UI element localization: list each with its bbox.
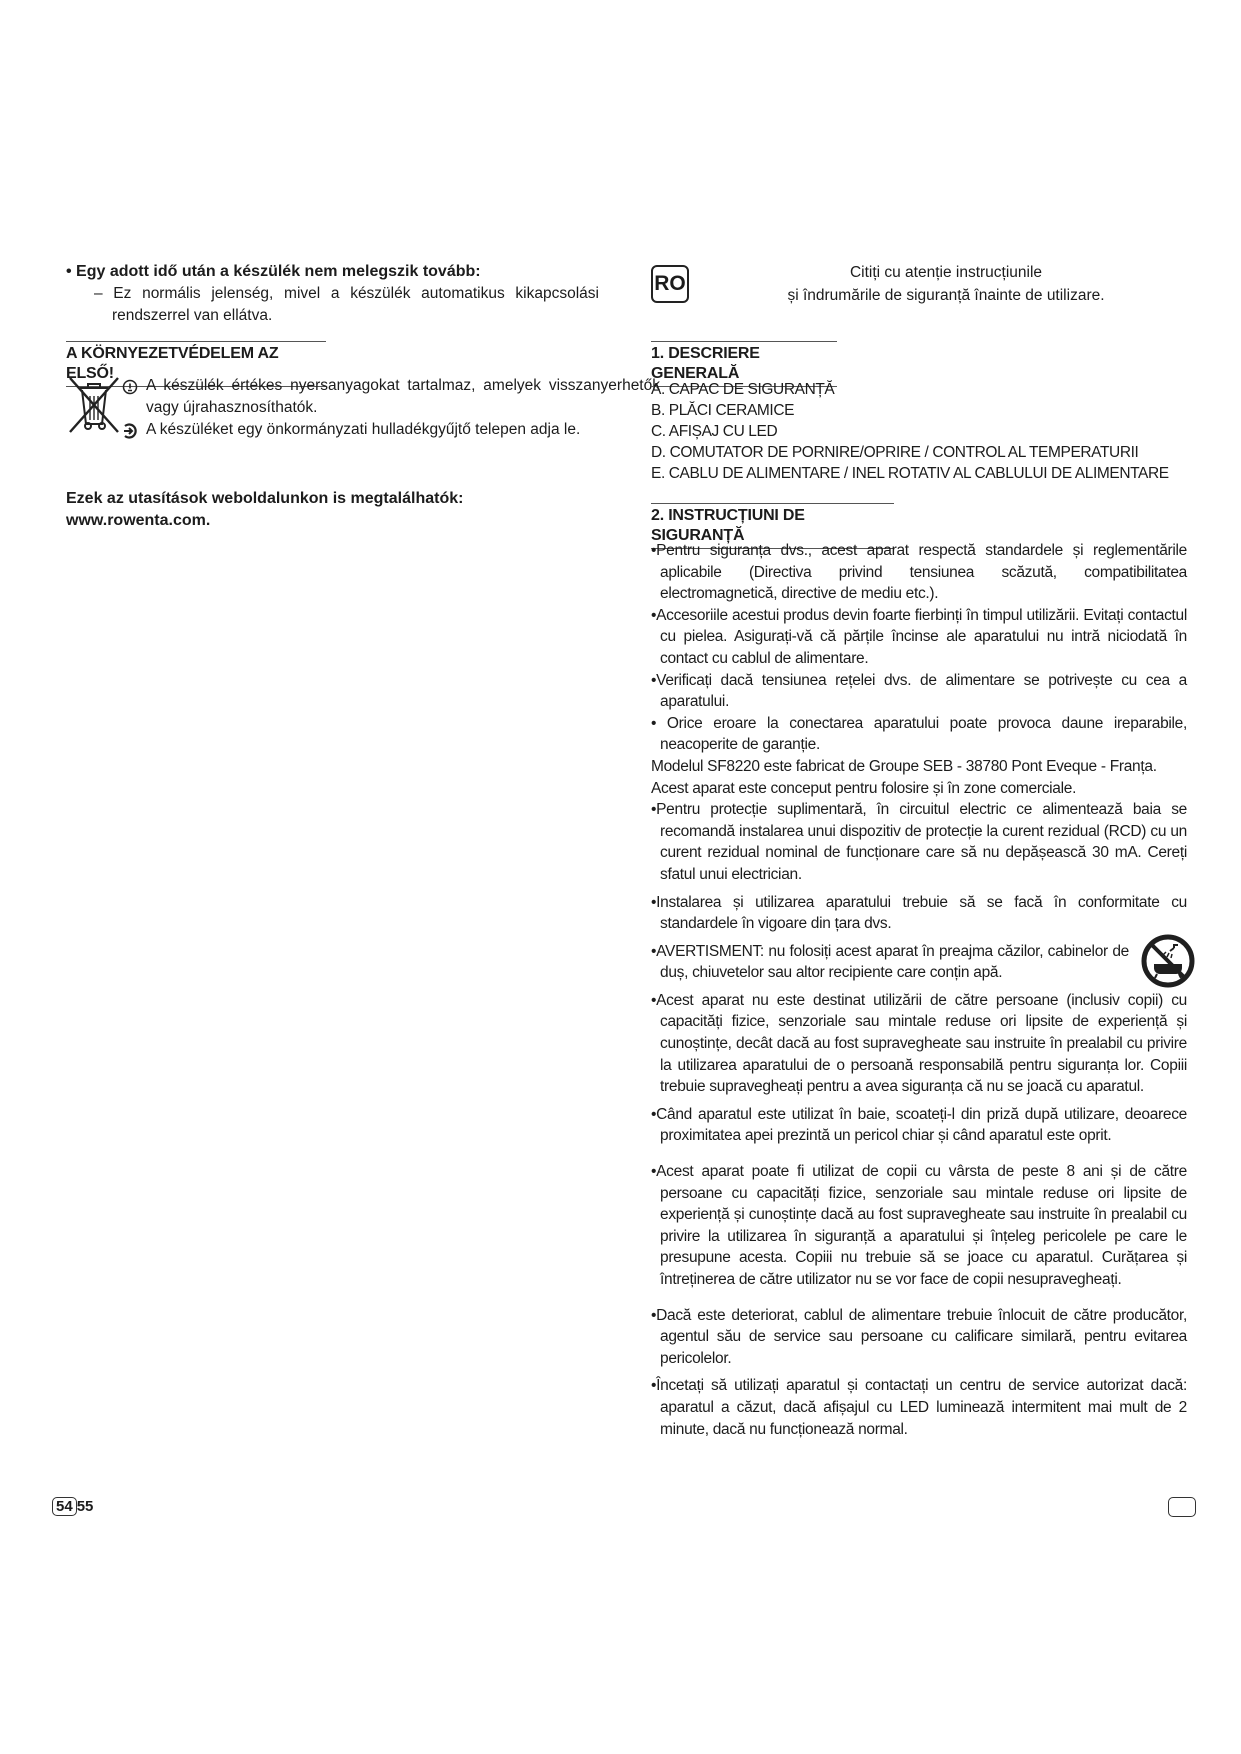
warning-text: • AVERTISMENT: nu folosiți acest aparat în preajma căzilor, cabinelor de duș, chiuvetelor sau altor recipiente care conțin apă. xyxy=(651,941,1129,984)
safety-item: • Verificați dacă tensiunea rețelei dvs. de alimentare se potrivește cu cea a aparatului. xyxy=(651,670,1187,713)
safety-item: • Încetați să utilizați aparatul și contactați un centru de service autorizat dacă: aparatul a căzut, dacă afișajul cu LED luminează intermitent mai mult de 2 minute, dacă nu funcționează normal. xyxy=(651,1375,1187,1440)
safety-item: • Accesoriile acestui produs devin foarte fierbinți în timpul utilizării. Evitați contactul cu pielea. Asigurați-vă că părțile încinse ale aparatului nu intră niciodată în contact cu cablul de alimentare. xyxy=(651,605,1187,670)
website-note xyxy=(66,488,606,532)
intro-line: și îndrumările de siguranță înainte de utilizare. xyxy=(787,287,1105,304)
description-item: E. CABLU DE ALIMENTARE / INEL ROTATIV AL CABLULUI DE ALIMENTARE xyxy=(651,465,1169,482)
safety-item: • Pentru protecție suplimentară, în circuitul electric ce alimentează baia se recomandă instalarea unui dispozitiv de protecție la curent rezidual (RCD) cu un curent rezidual nominal de funcționare care să nu depășească 30 mA. Cereți sfatul unui electrician. xyxy=(651,799,1187,885)
environment-item xyxy=(122,375,660,419)
description-list xyxy=(651,379,1196,484)
no-bathtub-icon xyxy=(1141,934,1195,988)
heating-note-detail: – Ez normális jelenség, mivel a készülék automatikus kikapcsolási rendszerrel van ellátva. xyxy=(94,285,599,324)
heating-note-title: • Egy adott idő után a készülék nem melegszik tovább: xyxy=(66,263,481,280)
environment-heading: A KÖRNYEZETVÉDELEM AZ ELSŐ! xyxy=(66,341,326,387)
section1-heading: 1. DESCRIERE GENERALĂ xyxy=(651,341,837,387)
safety-item: • Instalarea și utilizarea aparatului trebuie să se facă în conformitate cu standardele în vigoare din țara dvs. xyxy=(651,892,1187,935)
intro-line: Citiți cu atenție instrucțiunile xyxy=(849,264,1043,281)
website-note-text: Ezek az utasítások weboldalunkon is megtalálhatók: xyxy=(66,490,464,507)
page-numbers xyxy=(52,1497,93,1516)
description-item: C. AFIȘAJ CU LED xyxy=(651,423,778,440)
manufacturer-note: Modelul SF8220 este fabricat de Groupe SEB - 38780 Pont Eveque - Franța. xyxy=(651,757,1157,775)
page-marker-box xyxy=(1168,1497,1196,1517)
environment-list xyxy=(122,375,660,441)
language-badge: RO xyxy=(651,265,689,303)
safety-item: • Pentru siguranța dvs., acest aparat respectă standardele și reglementările aplicabile (Directiva privind tensiunea scăzută, compatibilitatea electromagnetică, directive de mediu etc.). xyxy=(651,540,1187,605)
safety-item: • Orice eroare la conectarea aparatului poate provoca daune ireparabile, neacoperite de garanție. xyxy=(651,713,1187,756)
left-column xyxy=(66,261,660,529)
commercial-use-note: Acest aparat este conceput pentru folosire și în zone comerciale. xyxy=(651,779,1077,797)
description-item: A. CAPAC DE SIGURANȚĂ xyxy=(651,381,835,398)
page-number-left: 54 xyxy=(52,1497,77,1516)
page-number-right: 55 xyxy=(76,1498,94,1515)
description-item: B. PLĂCI CERAMICE xyxy=(651,402,795,419)
safety-item: • Acest aparat nu este destinat utilizării de către persoane (inclusiv copii) cu capacități fizice, senzoriale sau mintale reduse ori lipsite de experiență și cunoștințe, decât dacă au fost supravegheate sau instruite în prealabil cu privire la utilizarea aparatului de o persoană responsabilă pentru siguranța lor. Copiii trebuie supravegheați pentru a avea siguranța că nu se joacă cu aparatul. xyxy=(651,990,1187,1098)
safety-item: • Când aparatul este utilizat în baie, scoateți-l din priză după utilizare, deoarece proximitatea apei prezintă un pericol chiar și când aparatul este oprit. xyxy=(651,1104,1187,1147)
arrow-right-icon xyxy=(122,423,138,439)
environment-item-text: A készülék értékes nyersanyagokat tartalmaz, amelyek visszanyerhetők vagy újrahasznosíthatók. xyxy=(146,377,660,416)
intro-text xyxy=(711,261,1181,307)
section2-heading: 2. INSTRUCȚIUNI DE SIGURANȚĂ xyxy=(651,503,894,549)
environment-item xyxy=(122,419,660,441)
website-url: www.rowenta.com. xyxy=(66,512,211,529)
safety-instructions xyxy=(651,540,1187,1440)
crossed-out-bin-icon xyxy=(66,374,122,436)
safety-item: • Acest aparat poate fi utilizat de copii cu vârsta de peste 8 ani și de către persoane cu capacități fizice, senzoriale sau mintale reduse ori lipsite de experiență și cunoștințe dacă au fost supravegheate sau instruite în prealabil cu privire la utilizarea în siguranță a aparatului și înțeleg pericolele pe care le presupune acesta. Copiii nu trebuie să se joace cu aparatul. Curățarea și întreținerea de către utilizator nu se vor face de copii nesupravegheați. xyxy=(651,1161,1187,1291)
recycle-info-icon xyxy=(122,379,138,395)
description-item: D. COMUTATOR DE PORNIRE/OPRIRE / CONTROL AL TEMPERATURII xyxy=(651,444,1139,461)
environment-item-text: A készüléket egy önkormányzati hulladékgyűjtő telepen adja le. xyxy=(146,421,581,438)
safety-item: • Dacă este deteriorat, cablul de alimentare trebuie înlocuit de către producător, agentul său de service sau persoane cu calificare similară, pentru evitarea pericolelor. xyxy=(651,1305,1187,1370)
warning-row xyxy=(651,941,1187,984)
